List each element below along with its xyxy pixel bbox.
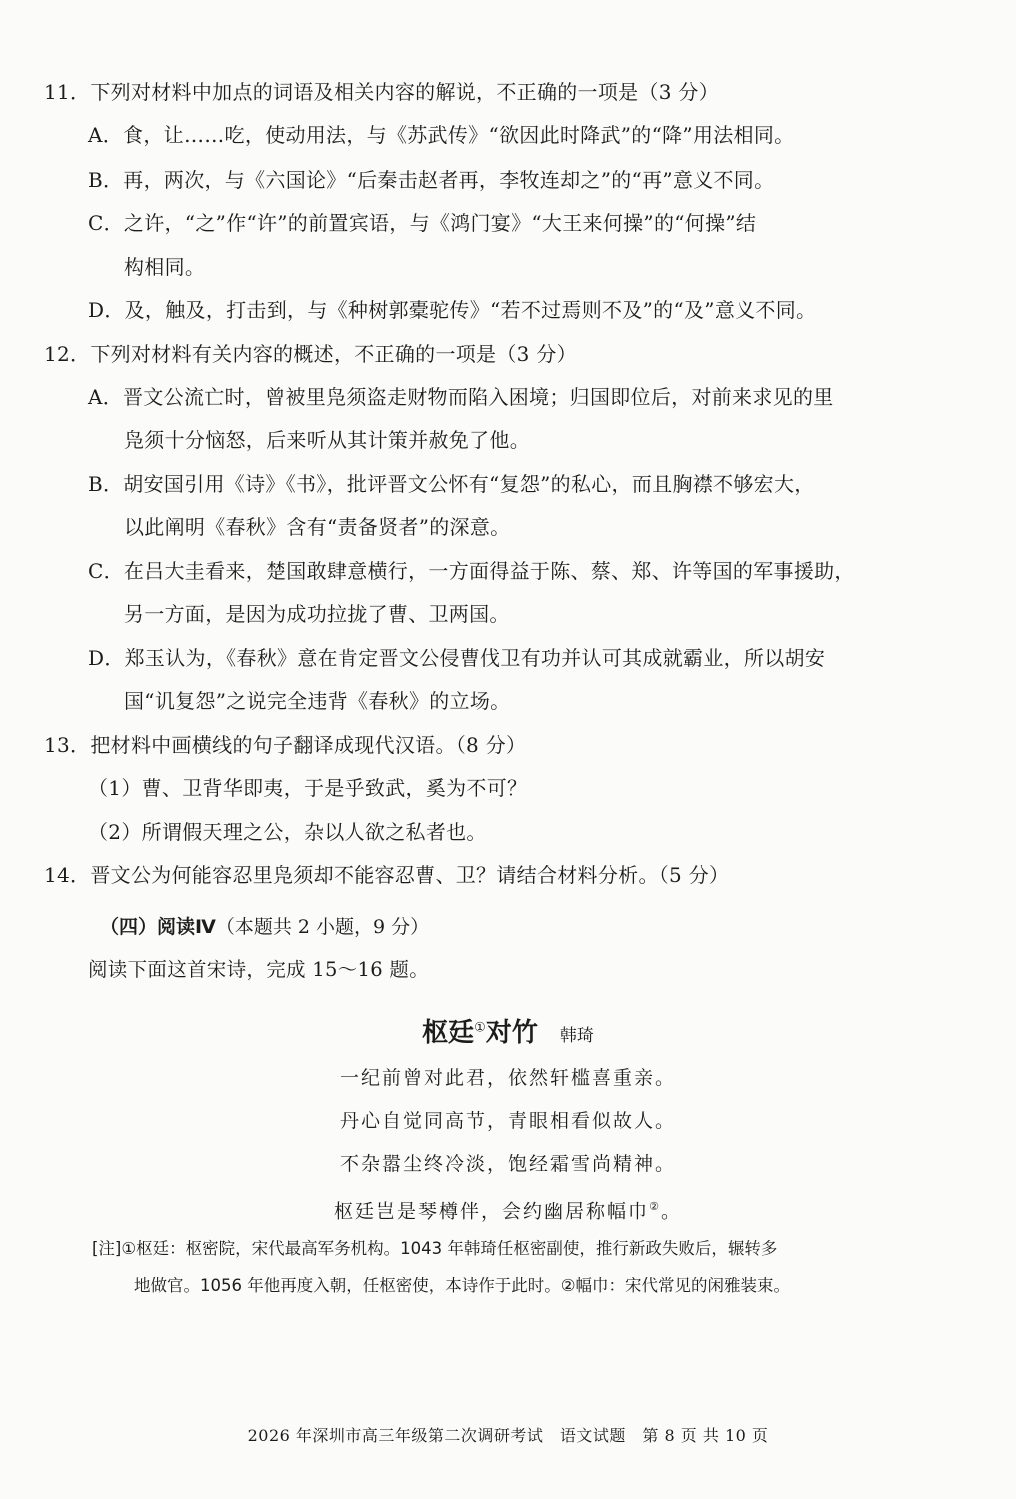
question-12-option-d: D．郑玉认为，《春秋》意在肯定晋文公侵曹伐卫有功并认可其成就霸业，所以胡安: [88, 646, 826, 670]
question-13-sentence-2: （2）所谓假天理之公，杂以人欲之私者也。: [88, 820, 487, 844]
poem-note-line-1: [注]①枢廷：枢密院，宋代最高军务机构。1043 年韩琦任枢密副使，推行新政失败后，辗转多: [92, 1239, 778, 1258]
question-11-option-b: B．再，两次，与《六国论》“后秦击赵者再，李牧连却之”的“再”意义不同。: [88, 168, 775, 192]
question-12-option-c: C．在吕大圭看来，楚国敢肆意横行，一方面得益于陈、蔡、郑、许等国的军事援助，: [88, 559, 855, 583]
question-11-option-c: C．之许，“之”作“许”的前置宾语，与《鸿门宴》“大王来何操”的“何操”结: [88, 211, 757, 235]
question-12-option-c-continued: 另一方面，是因为成功拉拢了曹、卫两国。: [124, 602, 510, 626]
section-4-info: （本题共 2 小题，9 分）: [215, 916, 430, 938]
question-13-stem: 13．把材料中画横线的句子翻译成现代汉语。（8 分）: [44, 733, 527, 757]
poem-line-1: 一纪前曾对此君，依然轩槛喜重亲。: [339, 1067, 676, 1089]
question-12-option-b: B．胡安国引用《诗》《书》，批评晋文公怀有“复怨”的私心，而且胸襟不够宏大，: [88, 472, 815, 496]
question-11-stem: 11．下列对材料中加点的词语及相关内容的解说，不正确的一项是（3 分）: [44, 80, 720, 104]
poem-line-4-text: 枢廷岂是琴樽伴，会约幽居称幅巾: [334, 1200, 650, 1223]
page-footer: 2026 年深圳市高三年级第二次调研考试 语文试题 第 8 页 共 10 页: [247, 1426, 769, 1445]
poem-line-3: 不杂嚣尘终冷淡，饱经霜雪尚精神。: [339, 1153, 676, 1175]
question-12-option-a: A．晋文公流亡时，曾被里凫须盗走财物而陷入困境；归国即位后，对前来求见的里: [88, 385, 834, 409]
question-13-sentence-1: （1）曹、卫背华即夷，于是乎致武，奚为不可？: [88, 776, 528, 800]
poem-author: 韩琦: [559, 1026, 594, 1046]
question-12-option-a-continued: 凫须十分恼怒，后来听从其计策并赦免了他。: [124, 428, 530, 452]
note-marker-1: ①: [474, 1020, 486, 1036]
section-4-instruction: 阅读下面这首宋诗，完成 15～16 题。: [88, 958, 430, 981]
poem-title-row: [0, 1012, 1016, 1049]
question-11-option-d: D．及，触及，打击到，与《种树郭橐驼传》“若不过焉则不及”的“及”意义不同。: [88, 298, 817, 322]
section-4-heading-row: [100, 913, 429, 941]
poem-line-4-end: 。: [660, 1200, 682, 1223]
note-marker-2: ②: [649, 1200, 661, 1213]
question-12-stem: 12．下列对材料有关内容的概述，不正确的一项是（3 分）: [44, 342, 577, 366]
poem-title-part-1: 枢廷: [422, 1018, 475, 1048]
poem-line-4: [0, 1193, 1016, 1225]
section-4-heading: （四）阅读Ⅳ: [100, 916, 216, 938]
question-11-option-c-continued: 构相同。: [124, 255, 206, 279]
question-14-stem: 14．晋文公为何能容忍里凫须却不能容忍曹、卫？请结合材料分析。（5 分）: [44, 863, 730, 887]
poem-title-part-2: 对竹: [485, 1018, 538, 1048]
question-11-option-a: A．食，让……吃，使动用法，与《苏武传》“欲因此时降武”的“降”用法相同。: [88, 123, 795, 147]
question-12-option-d-continued: 国“讥复怨”之说完全违背《春秋》的立场。: [124, 689, 511, 713]
poem-title: [422, 1018, 538, 1048]
poem-note-line-2: 地做官。1056 年他再度入朝，任枢密使，本诗作于此时。②幅巾：宋代常见的闲雅装束。: [134, 1276, 791, 1295]
question-12-option-b-continued: 以此阐明《春秋》含有“责备贤者”的深意。: [124, 515, 511, 539]
poem-line-2: 丹心自觉同高节，青眼相看似故人。: [339, 1110, 676, 1132]
